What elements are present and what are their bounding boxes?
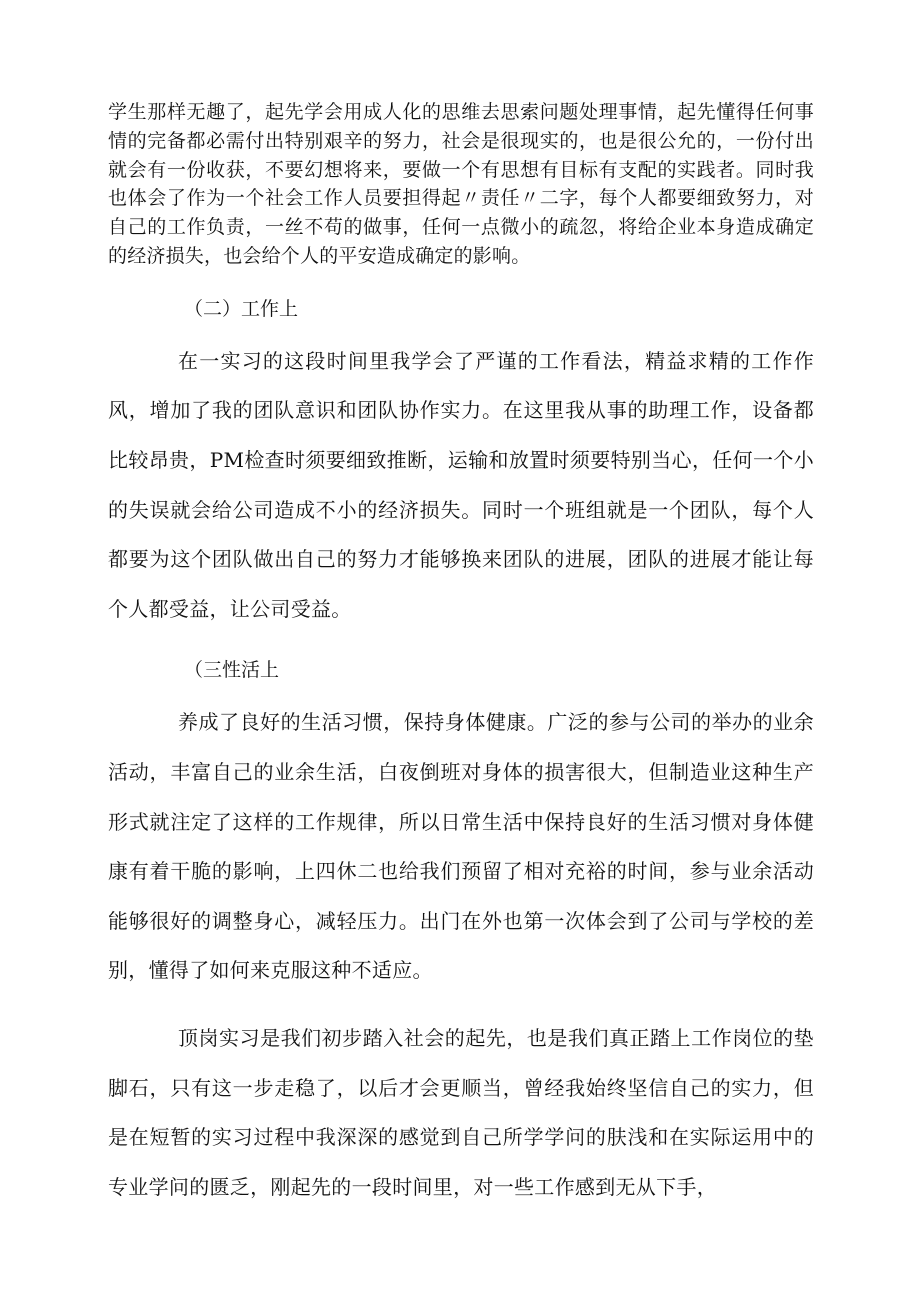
section-heading-life: （三性活上 [184, 659, 280, 682]
paragraph-life: 养成了良好的生活习惯，保持身体健康。广泛的参与公司的举办的业余活动，丰富自己的业余生活，白夜倒班对身体的损害很大，但制造业这种生产形式就注定了这样的工作规律，所以日常生活中保持良好的生活习惯对身体健康有着干脆的影响，上四休二也给我们预留了相对充裕的时间，参与业余活动能够很好的调整身心，减轻压力。出门在外也第一次体会到了公司与学校的差别，懂得了如何来克服这种不适应。 [108, 710, 814, 983]
document-page [108, 98, 814, 1212]
paragraph-work: 在一实习的这段时间里我学会了严谨的工作看法，精益求精的工作作风，增加了我的团队意识和团队协作实力。在这里我从事的助理工作，设备都比较昂贵，PM检查时须要细致推断，运输和放置时须要特别当心，任何一个小的失误就会给公司造成不小的经济损失。同时一个班组就是一个团队，每个人都要为这个团队做出自己的努力才能够换来团队的进展，团队的进展才能让每个人都受益，让公司受益。 [108, 348, 814, 621]
section-heading-work: （二）工作上 [184, 297, 299, 320]
paragraph-intro: 学生那样无趣了，起先学会用成人化的思维去思索问题处理事情，起先懂得任何事情的完备都必需付出特别艰辛的努力，社会是很现实的，也是很公允的，一份付出就会有一份收获，不要幻想将来，要做一个有思想有目标有支配的实践者。同时我也体会了作为一个社会工作人员要担得起〃责任〃二字，每个人都要细致努力，对自己的工作负责，一丝不苟的做事，任何一点微小的疏忽，将给企业本身造成确定的经济损失，也会给个人的平安造成确定的影响。 [108, 101, 814, 267]
paragraph-internship: 顶岗实习是我们初步踏入社会的起先，也是我们真正踏上工作岗位的垫脚石，只有这一步走稳了，以后才会更顺当，曾经我始终坚信自己的实力，但是在短暂的实习过程中我深深的感觉到自己所学学问的肤浅和在实际运用中的专业学问的匮乏，刚起先的一段时间里，对一些工作感到无从下手， [108, 1025, 814, 1199]
